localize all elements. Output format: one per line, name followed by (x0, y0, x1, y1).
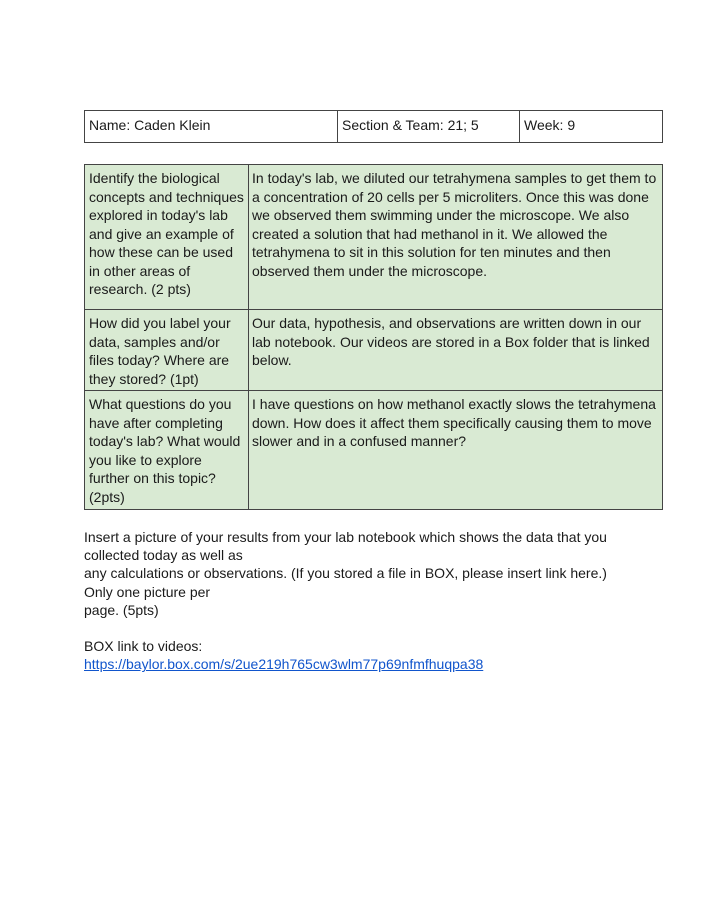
week-cell[interactable]: Week: 9 (520, 111, 663, 143)
answer-cell[interactable]: I have questions on how methanol exactly slows the tetrahymena down. How does it affect them specifically causing them to move slower and in a confused manner? (249, 391, 663, 510)
instruction-line: any calculations or observations. (If you stored a file in BOX, please insert link here.) (84, 565, 607, 582)
question-cell: What questions do you have after completing today's lab? What would you like to explore further on this topic? (2pts) (85, 391, 249, 510)
question-cell: How did you label your data, samples and/or files today? Where are they stored? (1pt) (85, 310, 249, 391)
box-link[interactable]: https://baylor.box.com/s/2ue219h765cw3wlm77p69nfmfhuqpa38 (84, 656, 484, 673)
answer-cell[interactable]: Our data, hypothesis, and observations are written down in our lab notebook. Our videos are stored in a Box folder that is linked below. (249, 310, 663, 391)
qa-table (84, 164, 663, 510)
question-cell: Identify the biological concepts and techniques explored in today's lab and give an example of how these can be used in other areas of research. (2 pts) (85, 165, 249, 310)
qa-row (85, 165, 663, 310)
instruction-line: collected today as well as (84, 547, 243, 564)
section-team-cell[interactable]: Section & Team: 21; 5 (338, 111, 520, 143)
name-cell[interactable]: Name: Caden Klein (85, 111, 338, 143)
qa-row (85, 310, 663, 391)
answer-cell[interactable]: In today's lab, we diluted our tetrahymena samples to get them to a concentration of 20 cells per 5 microliters. Once this was done we observed them swimming under the microscope. We also created a solution that had methanol in it. We allowed the tetrahymena to sit in this solution for ten minutes and then observed them under the microscope. (249, 165, 663, 310)
instructions-block (84, 528, 664, 674)
box-label: BOX link to videos: (84, 638, 203, 655)
instruction-line: Only one picture per (84, 583, 211, 600)
header-row (85, 111, 663, 143)
instruction-line: page. (5pts) (84, 601, 159, 618)
header-table (84, 110, 663, 143)
qa-row (85, 391, 663, 510)
blank-line (84, 619, 664, 637)
box-link-line (84, 655, 664, 673)
instruction-line: Insert a picture of your results from your lab notebook which shows the data that you (84, 529, 607, 545)
